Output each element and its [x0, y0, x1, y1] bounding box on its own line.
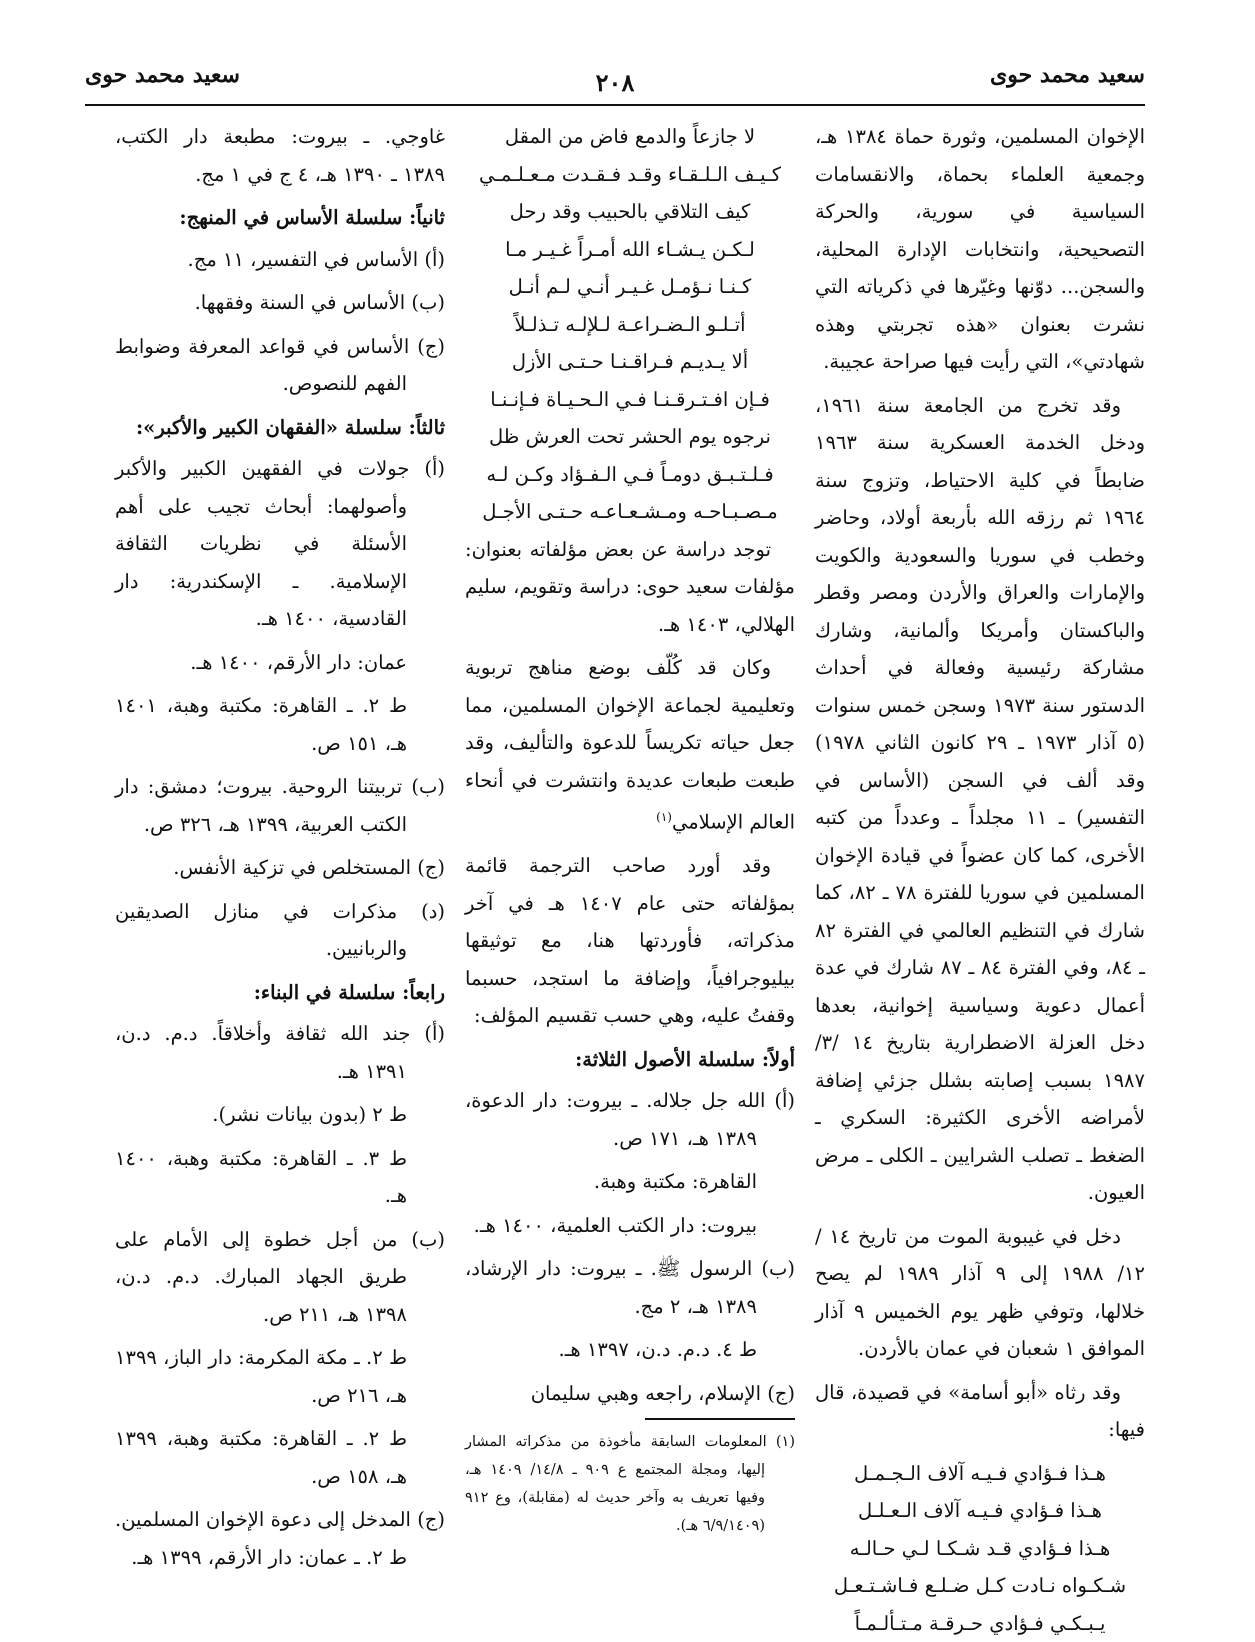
section-heading: رابعاً: سلسلة في البناء:	[253, 980, 445, 1004]
footnote-ref[interactable]: (١)	[656, 810, 672, 824]
section-heading: ثانياً: سلسلة الأساس في المنهج:	[179, 206, 445, 229]
column-left	[115, 118, 445, 1582]
bib-entry: القاهرة: مكتبة وهبة.	[593, 1170, 757, 1193]
verse-line: فـإن افـتـرقـنـا فـي الـحـيـاة فـإنـنـا	[490, 387, 770, 411]
verse-line: شـكـواه نـادت كـل ضـلـع فـاشـتـعـل	[833, 1574, 1127, 1597]
verse-line: كيف التلاقي بالحبيب وقد رحل	[509, 200, 751, 223]
paragraph	[465, 649, 795, 841]
bib-entry: (ب) الأساس في السنة وفقهها.	[194, 291, 445, 314]
bib-entry: ط ٣. ـ القاهرة: مكتبة وهبة، ١٤٠٠ هـ.	[115, 1146, 408, 1207]
footnote-rule	[645, 1418, 795, 1420]
paragraph: وقد رثاه «أبو أسامة» في قصيدة، قال فيها:	[815, 1380, 1145, 1441]
bib-entry: بيروت: دار الكتب العلمية، ١٤٠٠ هـ.	[473, 1213, 757, 1237]
paragraph: الإخوان المسلمين، وثورة حماة ١٣٨٤ هـ، وجمعية العلماء بحماة، والانقسامات السياسية في سورية، والحركة التصحيحية، وانتخابات الإدارة المحلية، والسجن... دوّنها وغيّرها في ذكرياته التي نشرت بعنوان «هذه تجربتي وهذه شهادتي»، التي رأيت فيها صراحة عجيبة.	[815, 125, 1145, 373]
verse-line: فـلـتـبـق دومـاً فـي الـفـؤاد وكـن لـه	[486, 462, 774, 486]
verse-line: هـذا فـؤادي فـيـه آلاف الـجـمـل	[854, 1461, 1106, 1485]
verse-line: نرجوه يوم الحشر تحت العرش ظل	[489, 425, 771, 448]
bib-entry: ط ٤. د.م. د.ن، ١٣٩٧ هـ.	[558, 1338, 757, 1361]
bib-entry: (أ) الله جل جلاله. ـ بيروت: دار الدعوة، ١٣٨٩ هـ، ١٧١ ص.	[465, 1089, 795, 1150]
verse-line: هـذا فـؤادي فـيـه آلاف الـعـلـل	[858, 1499, 1102, 1522]
bib-entry: عمان: دار الأرقم، ١٤٠٠ هـ.	[190, 650, 407, 674]
section-heading: أولاً: سلسلة الأصول الثلاثة:	[575, 1047, 795, 1071]
paragraph: دخل في غيبوبة الموت من تاريخ ١٤ /١٢/ ١٩٨٨ إلى ٩ آذار ١٩٨٩ لم يصح خلالها، وتوفي ظهر يوم الخميس ٩ آذار الموافق ١ شعبان في عمان بالأردن.	[815, 1224, 1145, 1360]
bib-entry: ط ٢. ـ القاهرة: مكتبة وهبة، ١٣٩٩ هـ، ١٥٨ ص.	[115, 1427, 408, 1488]
paragraph-text: وكان قد كُلّف بوضع مناهج تربوية وتعليمية لجماعة الإخوان المسلمين، مما جعل حياته تكريساً للدعوة والتأليف، وقد طبعت طبعات عديدة وانتشرت في أنحاء العالم الإسلامي	[465, 656, 795, 834]
footnote: (١) المعلومات السابقة مأخوذة من مذكراته المشار إليها، ومجلة المجتمع ع ٩٠٩ ـ ١٤/٨/ ١٤٠٩ هـ، وفيها تعريف به وآخر حديث له (مقابلة)، وع ٩١٢ (٦/٩/١٤٠٩ هـ).	[465, 1433, 795, 1534]
verse-line: يـبـكـي فـؤادي حـرقـة مـتـألـمـاً	[854, 1611, 1106, 1635]
verse-line: لـكـن يـشـاء الله أمـراً غـيـر مـا	[505, 237, 755, 261]
bib-entry: (ج) المدخل إلى دعوة الإخوان المسلمين. ط ٢. ـ عمان: دار الأرقم، ١٣٩٩ هـ.	[115, 1508, 445, 1569]
page-number: ٢٠٨	[595, 68, 635, 97]
verse-line: هـذا فـؤادي قـد شـكـا لـي حـالـه	[849, 1536, 1111, 1560]
page-header	[85, 58, 1145, 104]
paragraph: غاوجي. ـ بيروت: مطبعة دار الكتب، ١٣٨٩ ـ ١٣٩٠ هـ، ٤ ج في ١ مج.	[115, 125, 445, 186]
verse-line: كـيـف الـلـقـاء وقـد فـقـدت مـعـلـمـي	[478, 162, 782, 186]
bib-entry: (ب) من أجل خطوة إلى الأمام على طريق الجهاد المبارك. د.م. د.ن، ١٣٩٨ هـ، ٢١١ ص.	[115, 1227, 445, 1326]
bib-entry: ط ٢. ـ القاهرة: مكتبة وهبة، ١٤٠١ هـ، ١٥١ ص.	[115, 694, 408, 755]
column-middle	[465, 118, 795, 1540]
bib-entry: (أ) الأساس في التفسير، ١١ مج.	[187, 247, 445, 271]
verse-line: مـصـبـاحـه ومـشـعـاعـه حـتـى الأجـل	[482, 500, 778, 523]
paragraph: توجد دراسة عن بعض مؤلفاته بعنوان: مؤلفات سعيد حوى: دراسة وتقويم، سليم الهلالي، ١٤٠٣ هـ.	[465, 537, 795, 636]
bib-entry: ط ٢ (بدون بيانات نشر).	[212, 1103, 407, 1126]
header-rule	[85, 104, 1145, 106]
verse-line: ألا يـديـم فـراقـنـا حـتـى الأزل	[511, 350, 749, 373]
bib-entry: (ب) تربيتنا الروحية. بيروت؛ دمشق: دار الكتب العربية، ١٣٩٩ هـ، ٣٢٦ ص.	[115, 775, 445, 836]
bib-entry: (أ) جند الله ثقافة وأخلاقاً. د.م. د.ن، ١٣٩١ هـ.	[115, 1022, 445, 1083]
bib-entry: (ج) المستخلص في تزكية الأنفس.	[173, 856, 445, 879]
bib-entry: (د) مذكرات في منازل الصديقين والربانيين.	[115, 899, 445, 960]
column-right	[815, 118, 1145, 1642]
bib-entry: (ب) الرسول ﷺ. ـ بيروت: دار الإرشاد، ١٣٨٩ هـ، ٢ مج.	[465, 1257, 795, 1318]
running-title-right: سعيد محمد حوى	[990, 62, 1145, 88]
verse-line: كـنـا نـؤمـل غـيـر أنـي لـم أنـل	[508, 275, 752, 298]
bib-entry: (ج) الإسلام، راجعه وهبي سليمان	[530, 1381, 795, 1405]
paragraph: وقد تخرج من الجامعة سنة ١٩٦١، ودخل الخدمة العسكرية سنة ١٩٦٣ ضابطاً في كلية الاحتياط، وتزوج سنة ١٩٦٤ ثم رزقه الله بأربعة أولاد، وحاضر وخطب في سوريا والسعودية والكويت والإمارات والعراق والأردن ومصر وقطر والباكستان وأمريكا وألمانية، وشارك مشاركة رئيسية وفعالة في أحداث الدستور سنة ١٩٧٣ وسجن خمس سنوات (٥ آذار ١٩٧٣ ـ ٢٩ كانون الثاني ١٩٧٨) وقد ألف في السجن (الأساس في التفسير) ـ ١١ مجلداً ـ وعدداً من كتبه الأخرى، كما كان عضواً في قيادة الإخوان المسلمين في سوريا للفترة ٧٨ ـ ٨٢، كما شارك في التنظيم العالمي في الفترة ٨٢ ـ ٨٤، وفي الفترة ٨٤ ـ ٨٧ شارك في عدة أعمال دعوية وسياسية إخوانية، بعدها دخل العزلة الاضطرارية بتاريخ ١٤ /٣/ ١٩٨٧ بسبب إصابته بشلل جزئي إضافة لأمراضه الأخرى الكثيرة: السكري ـ الضغط ـ تصلب الشرايين ـ الكلى ـ مرض العيون.	[815, 393, 1146, 1204]
bib-entry: ط ٢. ـ مكة المكرمة: دار الباز، ١٣٩٩ هـ، ٢١٦ ص.	[115, 1346, 407, 1407]
verse-line: أتـلـو الـضـراعـة لـلإلـه تـذلـلاً	[514, 312, 746, 336]
section-heading: ثالثاً: سلسلة «الفقهان الكبير والأكبر»:	[135, 415, 445, 439]
paragraph: وقد أورد صاحب الترجمة قائمة بمؤلفاته حتى عام ١٤٠٧ هـ في آخر مذكراته، فأوردتها هنا، مع توثيقها بيليوجرافياً، وإضافة ما استجد، حسبما وقفتُ عليه، وهي حسب تقسيم المؤلف:	[465, 854, 795, 1027]
verse-line: لا جازعاً والدمع فاض من المقل	[504, 125, 756, 148]
bib-entry: (أ) جولات في الفقهين الكبير والأكبر وأصولهما: أبحاث تجيب على أهم الأسئلة في نظريات الثقافة الإسلامية. ـ الإسكندرية: دار القادسية، ١٤٠٠ هـ.	[115, 457, 445, 630]
running-title-left: سعيد محمد حوى	[85, 62, 240, 88]
bib-entry: (ج) الأساس في قواعد المعرفة وضوابط الفهم للنصوص.	[115, 334, 445, 395]
